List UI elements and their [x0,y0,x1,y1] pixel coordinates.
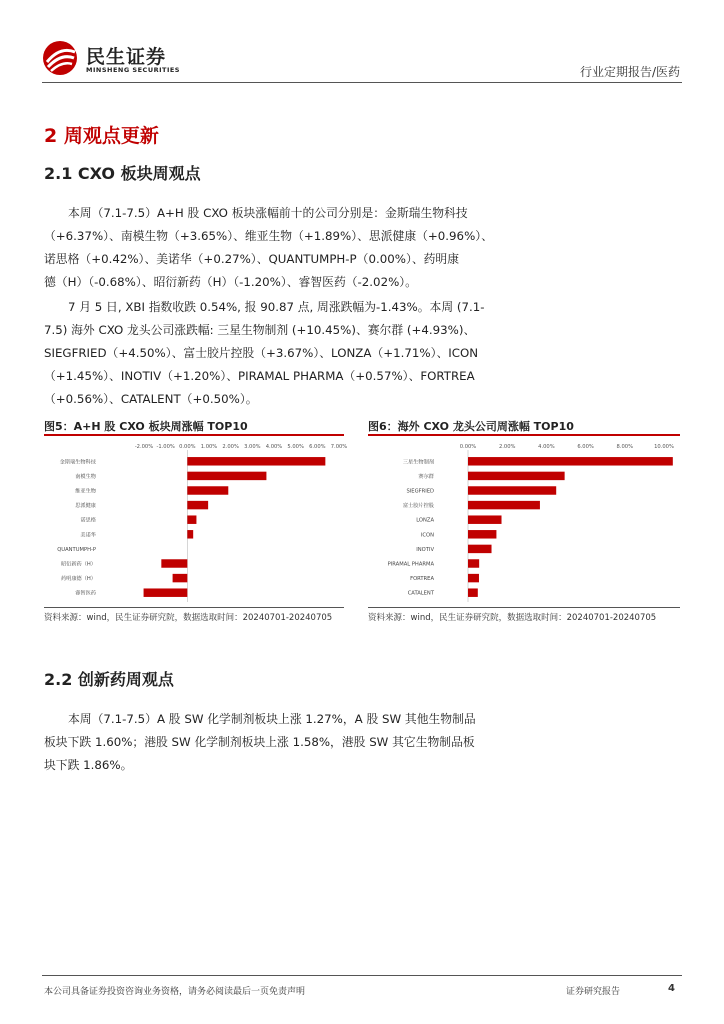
tick-label: 10.00% [654,444,674,450]
category-label: 睿智医药 [75,590,96,597]
text-line: 本周（7.1-7.5）A 股 SW 化学制剂板块上涨 1.27%，A 股 SW 其他生物制品 [68,712,476,726]
category-label: QUANTUMPH-P [57,546,96,553]
bar [468,515,502,523]
footer-disclaimer: 本公司具备证券投资咨询业务资格，请务必阅读最后一页免责声明 [44,987,306,997]
tick-label: 4.00% [265,444,283,450]
tick-label: 2.00% [498,444,516,450]
bar [468,530,496,538]
text-line: （+0.56%）、CATALENT（+0.50%）。 [44,392,258,406]
paragraph-cxo-a-h [44,202,493,294]
text-line: SIEGFRIED（+4.50%）、富士胶片控股（+3.67%）、LONZA（+1.71%）、ICON [44,346,479,360]
footer-divider [42,975,682,976]
figure-5-title: 图5：A+H 股 CXO 板块周涨幅 TOP10 [44,418,344,436]
bar [187,457,325,465]
logo-mark-icon [42,40,80,76]
figure-5-source: 资料来源：wind，民生证券研究院，数据选取时间：20240701-20240705 [44,607,344,627]
category-label: ICON [420,532,434,539]
bar [468,457,673,465]
category-label: LONZA [416,517,434,524]
category-label: 昭衍新药（H） [60,561,96,568]
footer-report-label: 证券研究报告 [566,987,621,997]
category-label: SIEGFRIED [406,488,434,495]
bar [173,574,188,582]
text-line: 7.5) 海外 CXO 龙头公司涨跌幅: 三星生物制剂 (+10.45%)、赛尔群 (+4.93%)、 [44,323,476,337]
tick-label: 3.00% [244,444,261,450]
tick-label: 2.00% [222,444,239,450]
bar [144,588,188,596]
category-label: 维亚生物 [75,488,96,495]
bar [468,501,540,509]
tick-label: -2.00% [134,444,154,450]
category-label: PIRAMAL PHARMA [387,561,434,568]
text-line: 德（H）（-0.68%）、昭衍新药（H）（-1.20%）、睿智医药（-2.02%）。 [44,275,417,289]
tick-label: 0.00% [459,444,477,450]
category-label: 金斯瑞生物科技 [59,459,96,466]
category-label: INOTIV [416,546,434,553]
brand-logo [42,40,182,80]
bar [468,588,478,596]
category-label: 药明康德（H） [60,576,96,583]
bar [187,515,196,523]
category-label: 思派健康 [75,503,96,510]
category-label: FORTREA [410,576,434,583]
bar [187,501,208,509]
tick-label: 1.00% [200,444,218,450]
tick-label: 6.00% [577,444,594,450]
bar [161,559,187,567]
tick-label: 8.00% [616,444,634,450]
figure-5-chart [44,436,348,604]
figure-6-title: 图6：海外 CXO 龙头公司周涨幅 TOP10 [368,418,680,436]
subsection-title-cxo: 2.1 CXO 板块周观点 [44,164,201,183]
text-line: （+1.45%）、INOTIV（+1.20%）、PIRAMAL PHARMA（+0.57%）、FORTREA [44,369,475,383]
tick-label: 7.00% [330,444,348,450]
brand-name-cn: 民生证券 [86,46,167,68]
paragraph-cxo-overseas [44,296,485,411]
bar [468,574,479,582]
bar [468,545,492,553]
text-line: 7 月 5 日, XBI 指数收跌 0.54%, 报 90.87 点, 周涨跌幅为-1.43%。本周 (7.1- [68,300,485,314]
category-label: 三星生物制剂 [402,459,434,466]
text-line: 本周（7.1-7.5）A+H 股 CXO 板块涨幅前十的公司分别是：金斯瑞生物科技 [68,206,468,220]
tick-label: 4.00% [538,444,555,450]
section-title: 2 周观点更新 [44,125,159,147]
bar [468,486,556,494]
category-label: CATALENT [407,590,434,597]
figure-6-source: 资料来源：wind，民生证券研究院，数据选取时间：20240701-20240705 [368,607,680,627]
subsection-title-innovative-drugs: 2.2 创新药周观点 [44,670,174,689]
text-line: 诺思格（+0.42%）、美诺华（+0.27%）、QUANTUMPH-P（0.00%）、药明康 [44,252,460,266]
report-category: 行业定期报告/医药 [579,65,680,79]
bar [187,486,228,494]
category-label: 南模生物 [75,473,96,480]
category-label: 富士胶片控股 [402,503,434,510]
tick-label: 0.00% [179,444,196,450]
category-label: 诺思格 [80,517,96,524]
brand-name-en: MINSHENG SECURITIES [86,66,180,74]
text-line: 板块下跌 1.60%；港股 SW 化学制剂板块上涨 1.58%，港股 SW 其它生物制品板 [44,735,475,749]
bar [187,472,266,480]
bar [187,530,193,538]
page-number: 4 [668,983,675,994]
bar [468,472,565,480]
category-label: 美诺华 [80,532,96,539]
figure-6-chart [368,436,680,604]
tick-label: 6.00% [309,444,326,450]
text-line: 块下跌 1.86%。 [44,758,133,772]
bar [468,559,479,567]
category-label: 赛尔群 [418,473,434,480]
tick-label: 5.00% [287,444,304,450]
text-line: （+6.37%）、南模生物（+3.65%）、维亚生物（+1.89%）、思派健康（+0.96%）、 [44,229,493,243]
paragraph-innovative-drugs [44,708,476,777]
header-divider [42,82,682,83]
tick-label: -1.00% [156,444,175,450]
